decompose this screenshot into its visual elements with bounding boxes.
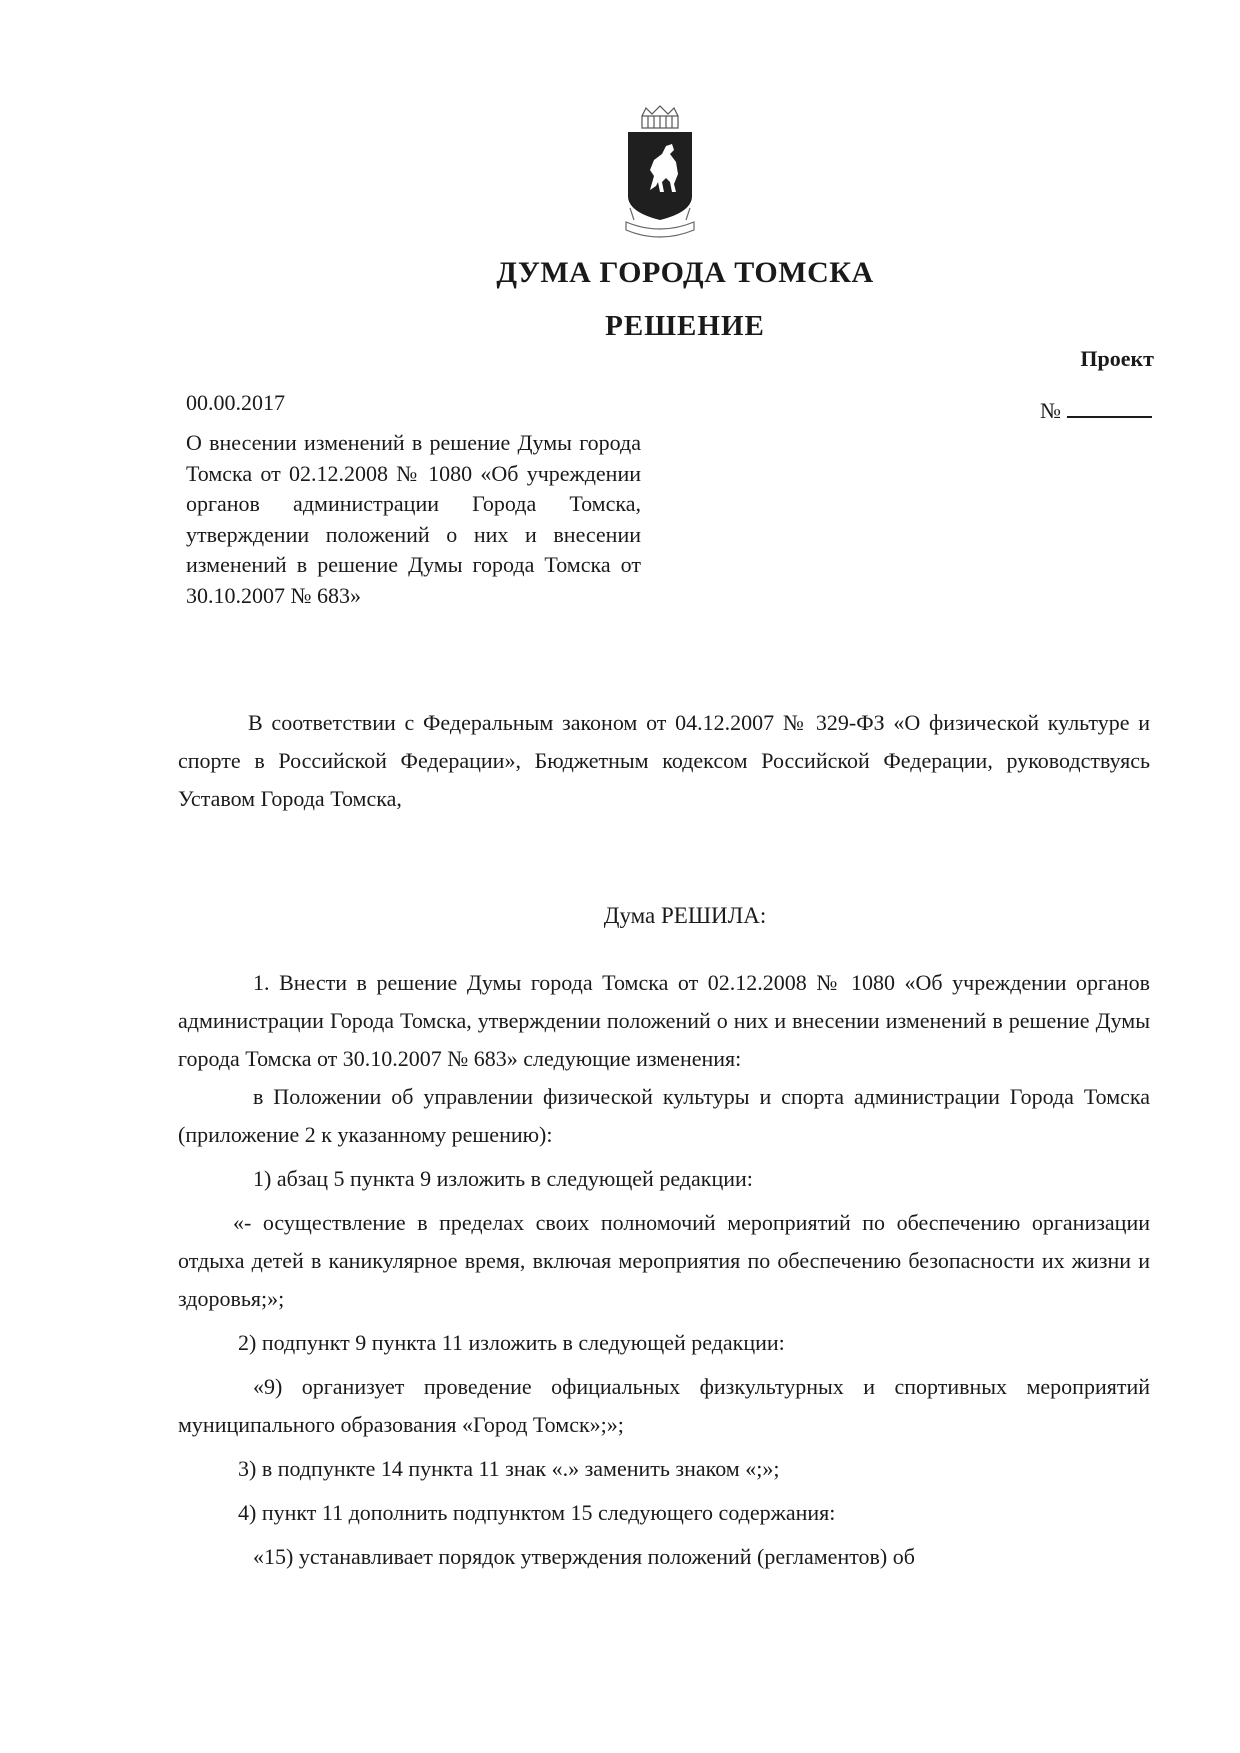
document-date: 00.00.2017 [186,390,285,415]
document-type-title: РЕШЕНИЕ [605,310,765,342]
item-paragraph: 4) пункт 11 дополнить подпунктом 15 следующего содержания: [238,1500,836,1525]
project-label: Проект [1080,346,1154,371]
item-paragraph: 1. Внести в решение Думы города Томска от 02.12.2008 № 1080 «Об учреждении органов администрации Города Томска, утверждении положений о них и внесении изменений в решение Думы города Томска от 30.10.2007 № 683» следующие изменения: [178,970,1150,1071]
document-number [1040,396,1152,424]
organization-title: ДУМА ГОРОДА ТОМСКА [496,256,874,289]
preamble-text: В соответствии с Федеральным законом от 04.12.2007 № 329-ФЗ «О физической культуре и спорте в Российской Федерации», Бюджетным кодексом Российской Федерации, руководствуясь Уставом Города Томска, [178,710,1150,811]
item-paragraph: 2) подпункт 9 пункта 11 изложить в следующей редакции: [238,1330,785,1355]
item-paragraph: 1) абзац 5 пункта 9 изложить в следующей редакции: [253,1166,753,1191]
item-paragraph: «15) устанавливает порядок утверждения положений (регламентов) об [253,1544,915,1569]
tomsk-coat-of-arms-icon [620,104,700,254]
item-paragraph: «- осуществление в пределах своих полномочий мероприятий по обеспечению организации отдыха детей в каникулярное время, включая мероприятия по обеспечению безопасности их жизни и здоровья;»; [178,1210,1150,1311]
resolution-items [178,964,1150,1576]
item-paragraph: «9) организует проведение официальных физкультурных и спортивных мероприятий муниципального образования «Город Томск»;»; [178,1374,1150,1437]
preamble [178,704,1150,818]
item-paragraph: в Положении об управлении физической культуры и спорта администрации Города Томска (приложение 2 к указанному решению): [178,1084,1150,1147]
document-subject: О внесении изменений в решение Думы города Томска от 02.12.2008 № 1080 «Об учреждении органов администрации Города Томска, утверждении положений о них и внесении изменений в решение Думы города Томска от 30.10.2007 № 683» [186,430,641,608]
item-paragraph: 3) в подпункте 14 пункта 11 знак «.» заменить знаком «;»; [238,1456,780,1481]
number-blank-line [1067,396,1152,418]
number-sign: № [1040,398,1061,423]
resolved-heading: Дума РЕШИЛА: [603,903,767,928]
